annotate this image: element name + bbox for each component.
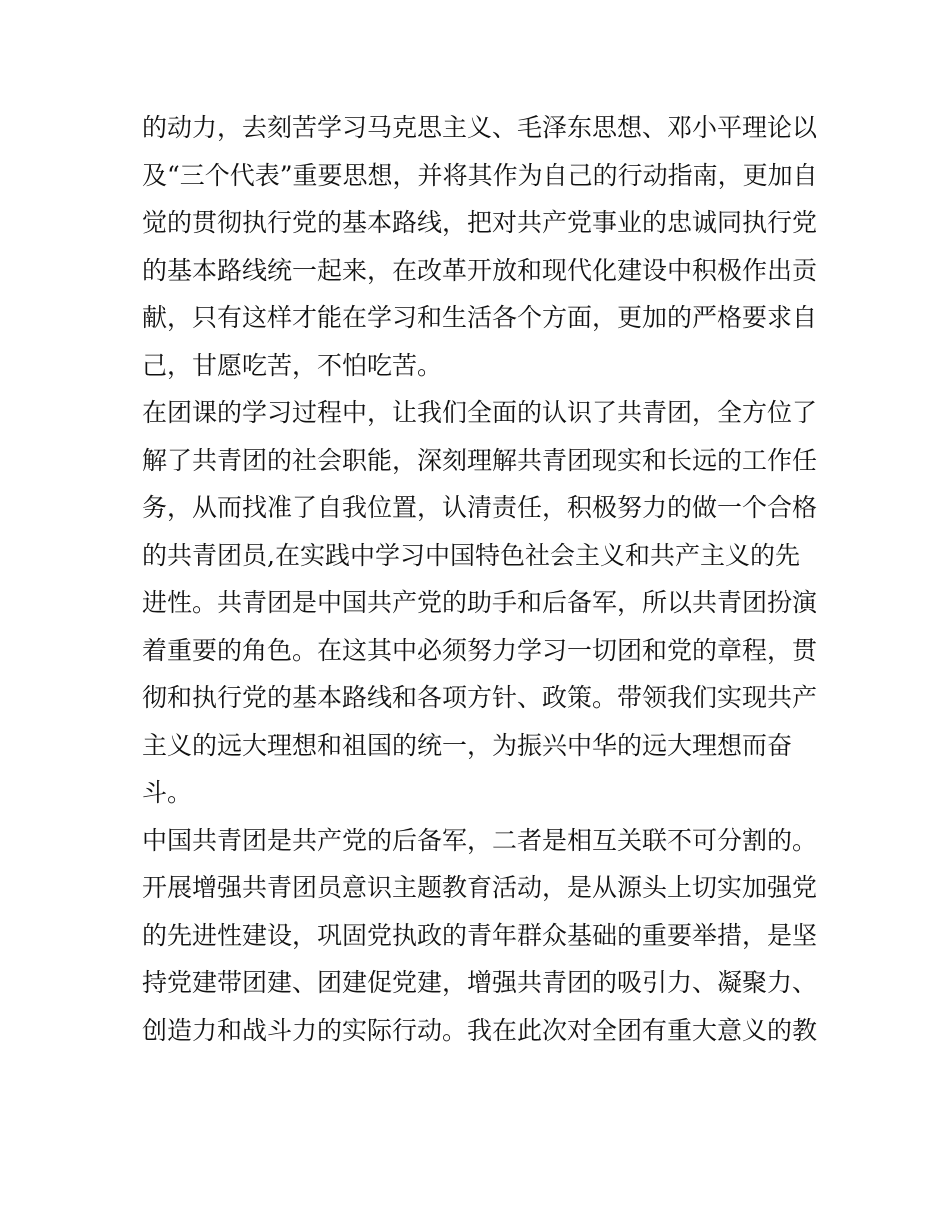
text-line: 解了共青团的社会职能，深刻理解共青团现实和长远的工作任 <box>142 445 818 475</box>
text-line: 的动力，去刻苦学习马克思主义、毛泽东思想、邓小平理论以 <box>142 113 818 142</box>
text-line: 的基本路线统一起来，在改革开放和现代化建设中积极作出贡 <box>142 255 818 285</box>
text-line: 进性。共青团是中国共产党的助手和后备军，所以共青团扮演 <box>142 588 818 617</box>
text-line: 着重要的角色。在这其中必须努力学习一切团和党的章程，贯 <box>142 635 818 665</box>
text-line: 的先进性建设，巩固党执政的青年群众基础的重要举措，是坚 <box>142 920 818 950</box>
text-line: 在团课的学习过程中，让我们全面的认识了共青团，全方位了 <box>142 398 818 427</box>
text-line: 己，甘愿吃苦，不怕吃苦。 <box>142 350 443 380</box>
text-line: 及“三个代表”重要思想，并将其作为自己的行动指南，更加自 <box>142 160 818 190</box>
text-line: 开展增强共青团员意识主题教育活动，是从源头上切实加强党 <box>142 873 818 902</box>
text-line: 务，从而找准了自我位置，认清责任，积极努力的做一个合格 <box>142 493 818 522</box>
text-line: 献，只有这样才能在学习和生活各个方面，更加的严格要求自 <box>142 303 818 332</box>
text-line: 的共青团员,在实践中学习中国特色社会主义和共产主义的先 <box>142 540 800 570</box>
text-line: 创造力和战斗力的实际行动。我在此次对全团有重大意义的教 <box>142 1015 818 1045</box>
text-line: 彻和执行党的基本路线和各项方针、政策。带领我们实现共产 <box>142 683 818 712</box>
text-line: 主义的远大理想和祖国的统一，为振兴中华的远大理想而奋 <box>142 730 793 760</box>
text-line: 斗。 <box>142 778 193 807</box>
body-text <box>142 104 822 1054</box>
text-line: 觉的贯彻执行党的基本路线，把对共产党事业的忠诚同执行党 <box>142 208 818 237</box>
text-line: 中国共青团是共产党的后备军，二者是相互关联不可分割的。 <box>142 825 818 855</box>
text-line: 持党建带团建、团建促党建，增强共青团的吸引力、凝聚力、 <box>142 968 818 997</box>
